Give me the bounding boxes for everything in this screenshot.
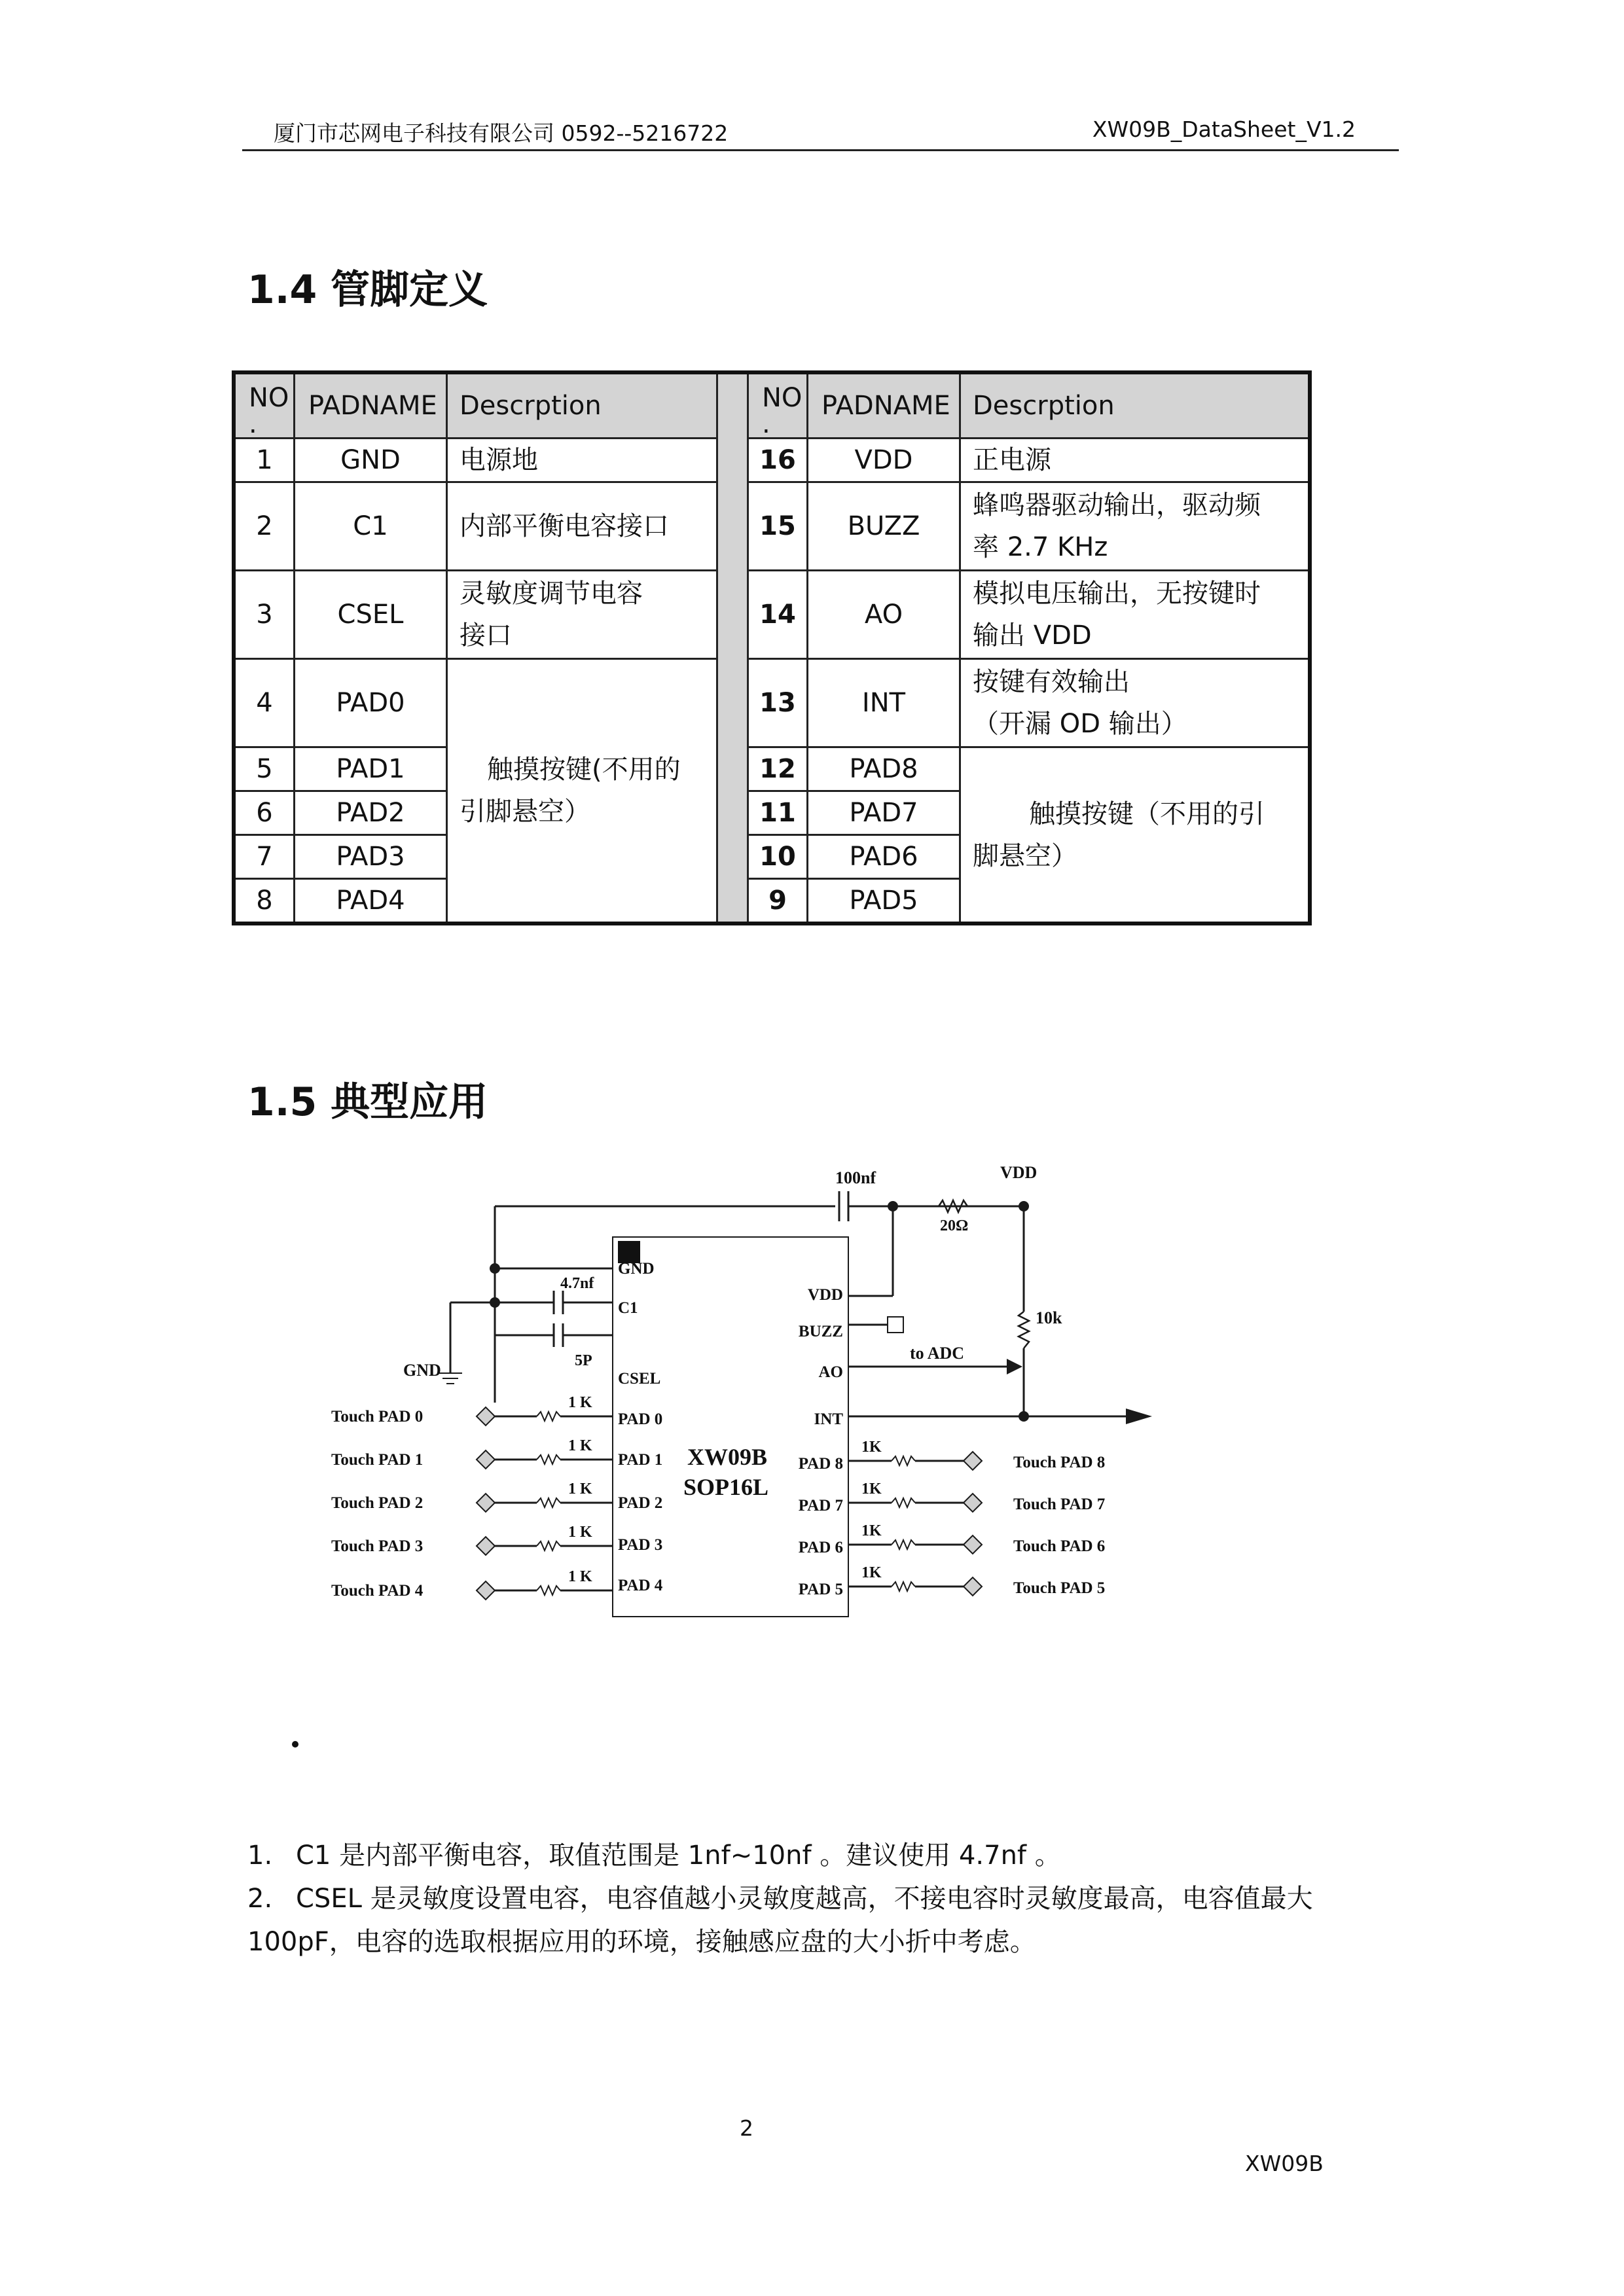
section-title-typical-application: 1.5 典型应用 (247, 1079, 488, 1125)
chip-pin-label: PAD 5 (798, 1581, 843, 1598)
header-padname: PADNAME (295, 372, 447, 439)
header-doc-title: XW09B_DataSheet_V1.2 (1092, 117, 1356, 142)
pin-no: 4 (234, 659, 295, 747)
chip-pin-label: PAD 6 (798, 1539, 843, 1556)
pin-desc: 灵敏度调节电容 接口 (447, 571, 717, 659)
chip-pin-label: AO (818, 1363, 843, 1381)
touch-pad-icon (964, 1577, 982, 1596)
cap-csel-label: 5P (575, 1352, 592, 1369)
res-1k-label: 1 K (568, 1394, 592, 1411)
res-1k-label: 1K (861, 1439, 882, 1456)
touch-pad-label: Touch PAD 0 (331, 1408, 424, 1426)
table-row (234, 747, 1310, 791)
bullet-dot (292, 1741, 298, 1748)
chip-pin-label: C1 (618, 1299, 638, 1317)
capacitors (554, 1291, 563, 1347)
header-no: NO . (234, 372, 295, 439)
touch-pad-label: Touch PAD 7 (1013, 1496, 1106, 1513)
chip-package: SOP16L (683, 1474, 769, 1500)
touch-pad-label: Touch PAD 3 (331, 1537, 424, 1555)
pin-no: 12 (748, 747, 808, 791)
res-1k-label: 1 K (568, 1480, 592, 1498)
pin-desc: 蜂鸣器驱动输出，驱动频 率 2.7 KHz (960, 482, 1310, 571)
pin-name: BUZZ (808, 482, 960, 571)
pin-name: PAD5 (808, 879, 960, 924)
pin-desc-merged: 触摸按键（不用的引 脚悬空） (960, 747, 1310, 924)
pin-desc: 模拟电压输出，无按键时 输出 VDD (960, 571, 1310, 659)
vdd-label: VDD (1000, 1163, 1038, 1182)
header-desc: Descrption (960, 372, 1310, 439)
resistor-icon (892, 1498, 915, 1507)
pin-no: 9 (748, 879, 808, 924)
touch-pad-icon (477, 1537, 495, 1555)
resistor-icon (537, 1586, 560, 1595)
pin-name: PAD7 (808, 791, 960, 835)
pin-no: 8 (234, 879, 295, 924)
pin-no: 16 (748, 439, 808, 482)
pin-no: 7 (234, 835, 295, 879)
gnd-label: GND (403, 1361, 441, 1380)
right-touch-chains (848, 1439, 1105, 1597)
resistor-icon (537, 1455, 560, 1464)
pin-name: PAD0 (295, 659, 447, 747)
pin-no: 10 (748, 835, 808, 879)
chip-pin-label: PAD 0 (618, 1410, 663, 1428)
header-padname: PADNAME (808, 372, 960, 439)
footer-model: XW09B (1245, 2151, 1324, 2176)
touch-pad-icon (964, 1452, 982, 1470)
pin-name: AO (808, 571, 960, 659)
chip-pin-label: PAD 2 (618, 1494, 663, 1512)
chip-pin-label: BUZZ (798, 1323, 843, 1340)
pin-no: 1 (234, 439, 295, 482)
pin-name: PAD2 (295, 791, 447, 835)
res-1k-label: 1K (861, 1522, 882, 1539)
touch-pad-label: Touch PAD 8 (1013, 1454, 1106, 1471)
pin-no: 13 (748, 659, 808, 747)
int-arrow-icon (1126, 1408, 1152, 1424)
pin-desc-merged: 触摸按键(不用的 引脚悬空） (447, 659, 717, 924)
resistor-icon (537, 1541, 560, 1551)
resistor-icon (892, 1582, 915, 1591)
pin-no: 5 (234, 747, 295, 791)
pin-no: 3 (234, 571, 295, 659)
header-divider (242, 149, 1399, 151)
page-number: 2 (740, 2115, 753, 2141)
pin-desc: 按键有效输出 （开漏 OD 输出） (960, 659, 1310, 747)
chip-pin-label: GND (618, 1260, 655, 1278)
res-20-label: 20Ω (940, 1217, 969, 1234)
pin-name: PAD3 (295, 835, 447, 879)
resistor-icon (537, 1498, 560, 1507)
chip-pin-label: PAD 4 (618, 1577, 663, 1594)
note-2: 2. CSEL 是灵敏度设置电容，电容值越小灵敏度越高，不接电容时灵敏度最高，电容值最大 100pF，电容的选取根据应用的环境，接触感应盘的大小折中考虑。 (247, 1884, 1313, 1957)
res-1k-label: 1K (861, 1480, 882, 1498)
pin-name: INT (808, 659, 960, 747)
pin-name: PAD6 (808, 835, 960, 879)
chip-pin-label: PAD 1 (618, 1451, 663, 1469)
header-company: 厦门市芯网电子科技有限公司 0592--5216722 (274, 120, 729, 146)
buzz-pad-icon (888, 1317, 903, 1333)
to-adc-label: to ADC (910, 1344, 965, 1363)
pin-name: GND (295, 439, 447, 482)
pin-no: 15 (748, 482, 808, 571)
table-header-row (234, 372, 1310, 439)
table-row (234, 482, 1310, 571)
note-1: 1. C1 是内部平衡电容，取值范围是 1nf~10nf 。建议使用 4.7nf 。 (247, 1840, 1061, 1871)
pin-no: 6 (234, 791, 295, 835)
res-10k-label: 10k (1036, 1308, 1062, 1327)
pin-name: CSEL (295, 571, 447, 659)
res-1k-label: 1 K (568, 1568, 592, 1585)
pin-desc: 电源地 (447, 439, 717, 482)
chip-pin-label: CSEL (618, 1370, 661, 1388)
pin-name: PAD4 (295, 879, 447, 924)
left-touch-chains (331, 1394, 613, 1600)
chip-pin-label: PAD 8 (798, 1455, 843, 1473)
pin-name: PAD1 (295, 747, 447, 791)
section-title-pin-definition: 1.4 管脚定义 (247, 267, 488, 313)
table-row (234, 659, 1310, 747)
pin-name: VDD (808, 439, 960, 482)
res-1k-label: 1K (861, 1564, 882, 1581)
pin-no: 2 (234, 482, 295, 571)
pin-no: 14 (748, 571, 808, 659)
chip-name: XW09B (687, 1444, 768, 1470)
pin-no: 11 (748, 791, 808, 835)
touch-pad-label: Touch PAD 2 (331, 1494, 424, 1512)
table-row (234, 439, 1310, 482)
header-no: NO . (748, 372, 808, 439)
res-1k-label: 1 K (568, 1524, 592, 1541)
resistor-icon (892, 1456, 915, 1465)
resistor-icon (892, 1540, 915, 1549)
touch-pad-icon (964, 1494, 982, 1512)
application-schematic (308, 1139, 1172, 1649)
table-gap (717, 372, 748, 924)
adc-arrow-icon (1007, 1359, 1022, 1374)
cap-c1-label: 4.7nf (560, 1275, 594, 1292)
touch-pad-label: Touch PAD 1 (331, 1451, 424, 1469)
touch-pad-label: Touch PAD 6 (1013, 1537, 1106, 1555)
header-desc: Descrption (447, 372, 717, 439)
touch-pad-icon (964, 1535, 982, 1554)
chip-pin-label: INT (814, 1410, 843, 1428)
touch-pad-icon (477, 1407, 495, 1426)
touch-pad-label: Touch PAD 5 (1013, 1579, 1106, 1597)
ground-icon (439, 1373, 462, 1384)
touch-pad-icon (477, 1450, 495, 1469)
pin-table (232, 370, 1312, 925)
res-1k-label: 1 K (568, 1437, 592, 1454)
touch-pad-icon (477, 1581, 495, 1600)
pin-name: PAD8 (808, 747, 960, 791)
pin-name: C1 (295, 482, 447, 571)
chip-pin-label: PAD 3 (618, 1536, 663, 1554)
cap-100nf-label: 100nf (835, 1168, 876, 1187)
table-row (234, 571, 1310, 659)
pin-desc: 内部平衡电容接口 (447, 482, 717, 571)
pin-desc: 正电源 (960, 439, 1310, 482)
touch-pad-label: Touch PAD 4 (331, 1582, 424, 1600)
resistor-icon (537, 1412, 560, 1421)
chip-pin-label: VDD (807, 1286, 843, 1304)
chip-pin-label: PAD 7 (798, 1497, 843, 1515)
touch-pad-icon (477, 1494, 495, 1512)
